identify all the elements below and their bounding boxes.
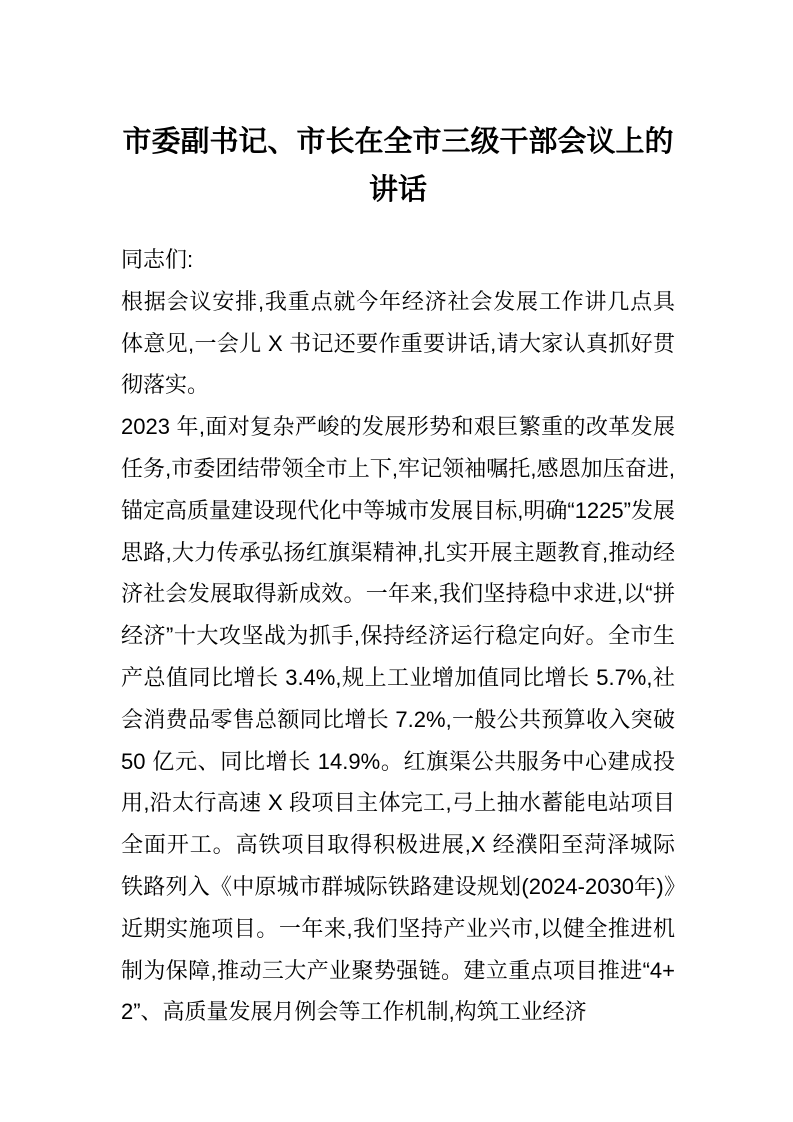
- body-paragraph: 2023 年,面对复杂严峻的发展形势和艰巨繁重的改革发展任务,市委团结带领全市上下,牢记领袖嘱托,感恩加压奋进,锚定高质量建设现代化中等城市发展目标,明确“1225”发展思路,大力传承弘扬红旗渠精神,扎实开展主题教育,推动经济社会发展取得新成效。一年来,我们坚持稳中求进,以“拼经济”十大攻坚战为抓手,保持经济运行稳定向好。全市生产总值同比增长 3.4%,规上工业增加值同比增长 5.7%,社会消费品零售总额同比增长 7.2%,一般公共预算收入突破 50 亿元、同比增长 14.9%。红旗渠公共服务中心建成投用,沿太行高速 X 段项目主体完工,弓上抽水蓄能电站项目全面开工。高铁项目取得积极进展,X 经濮阳至菏泽城际铁路列入《中原城市群城际铁路建设规划(2024-2030年)》近期实施项目。一年来,我们坚持产业兴市,以健全推进机制为保障,推动三大产业聚势强链。建立重点项目推进“4+2”、高质量发展月例会等工作机制,构筑工业经济: [121, 414, 675, 1025]
- document-body: [121, 239, 675, 1033]
- document-title: 市委副书记、市长在全市三级干部会议上的讲话: [122, 126, 674, 206]
- body-paragraph: 根据会议安排,我重点就今年经济社会发展工作讲几点具体意见,一会儿 X 书记还要作重要讲话,请大家认真抓好贯彻落实。: [121, 288, 675, 398]
- salutation: 同志们:: [121, 247, 194, 272]
